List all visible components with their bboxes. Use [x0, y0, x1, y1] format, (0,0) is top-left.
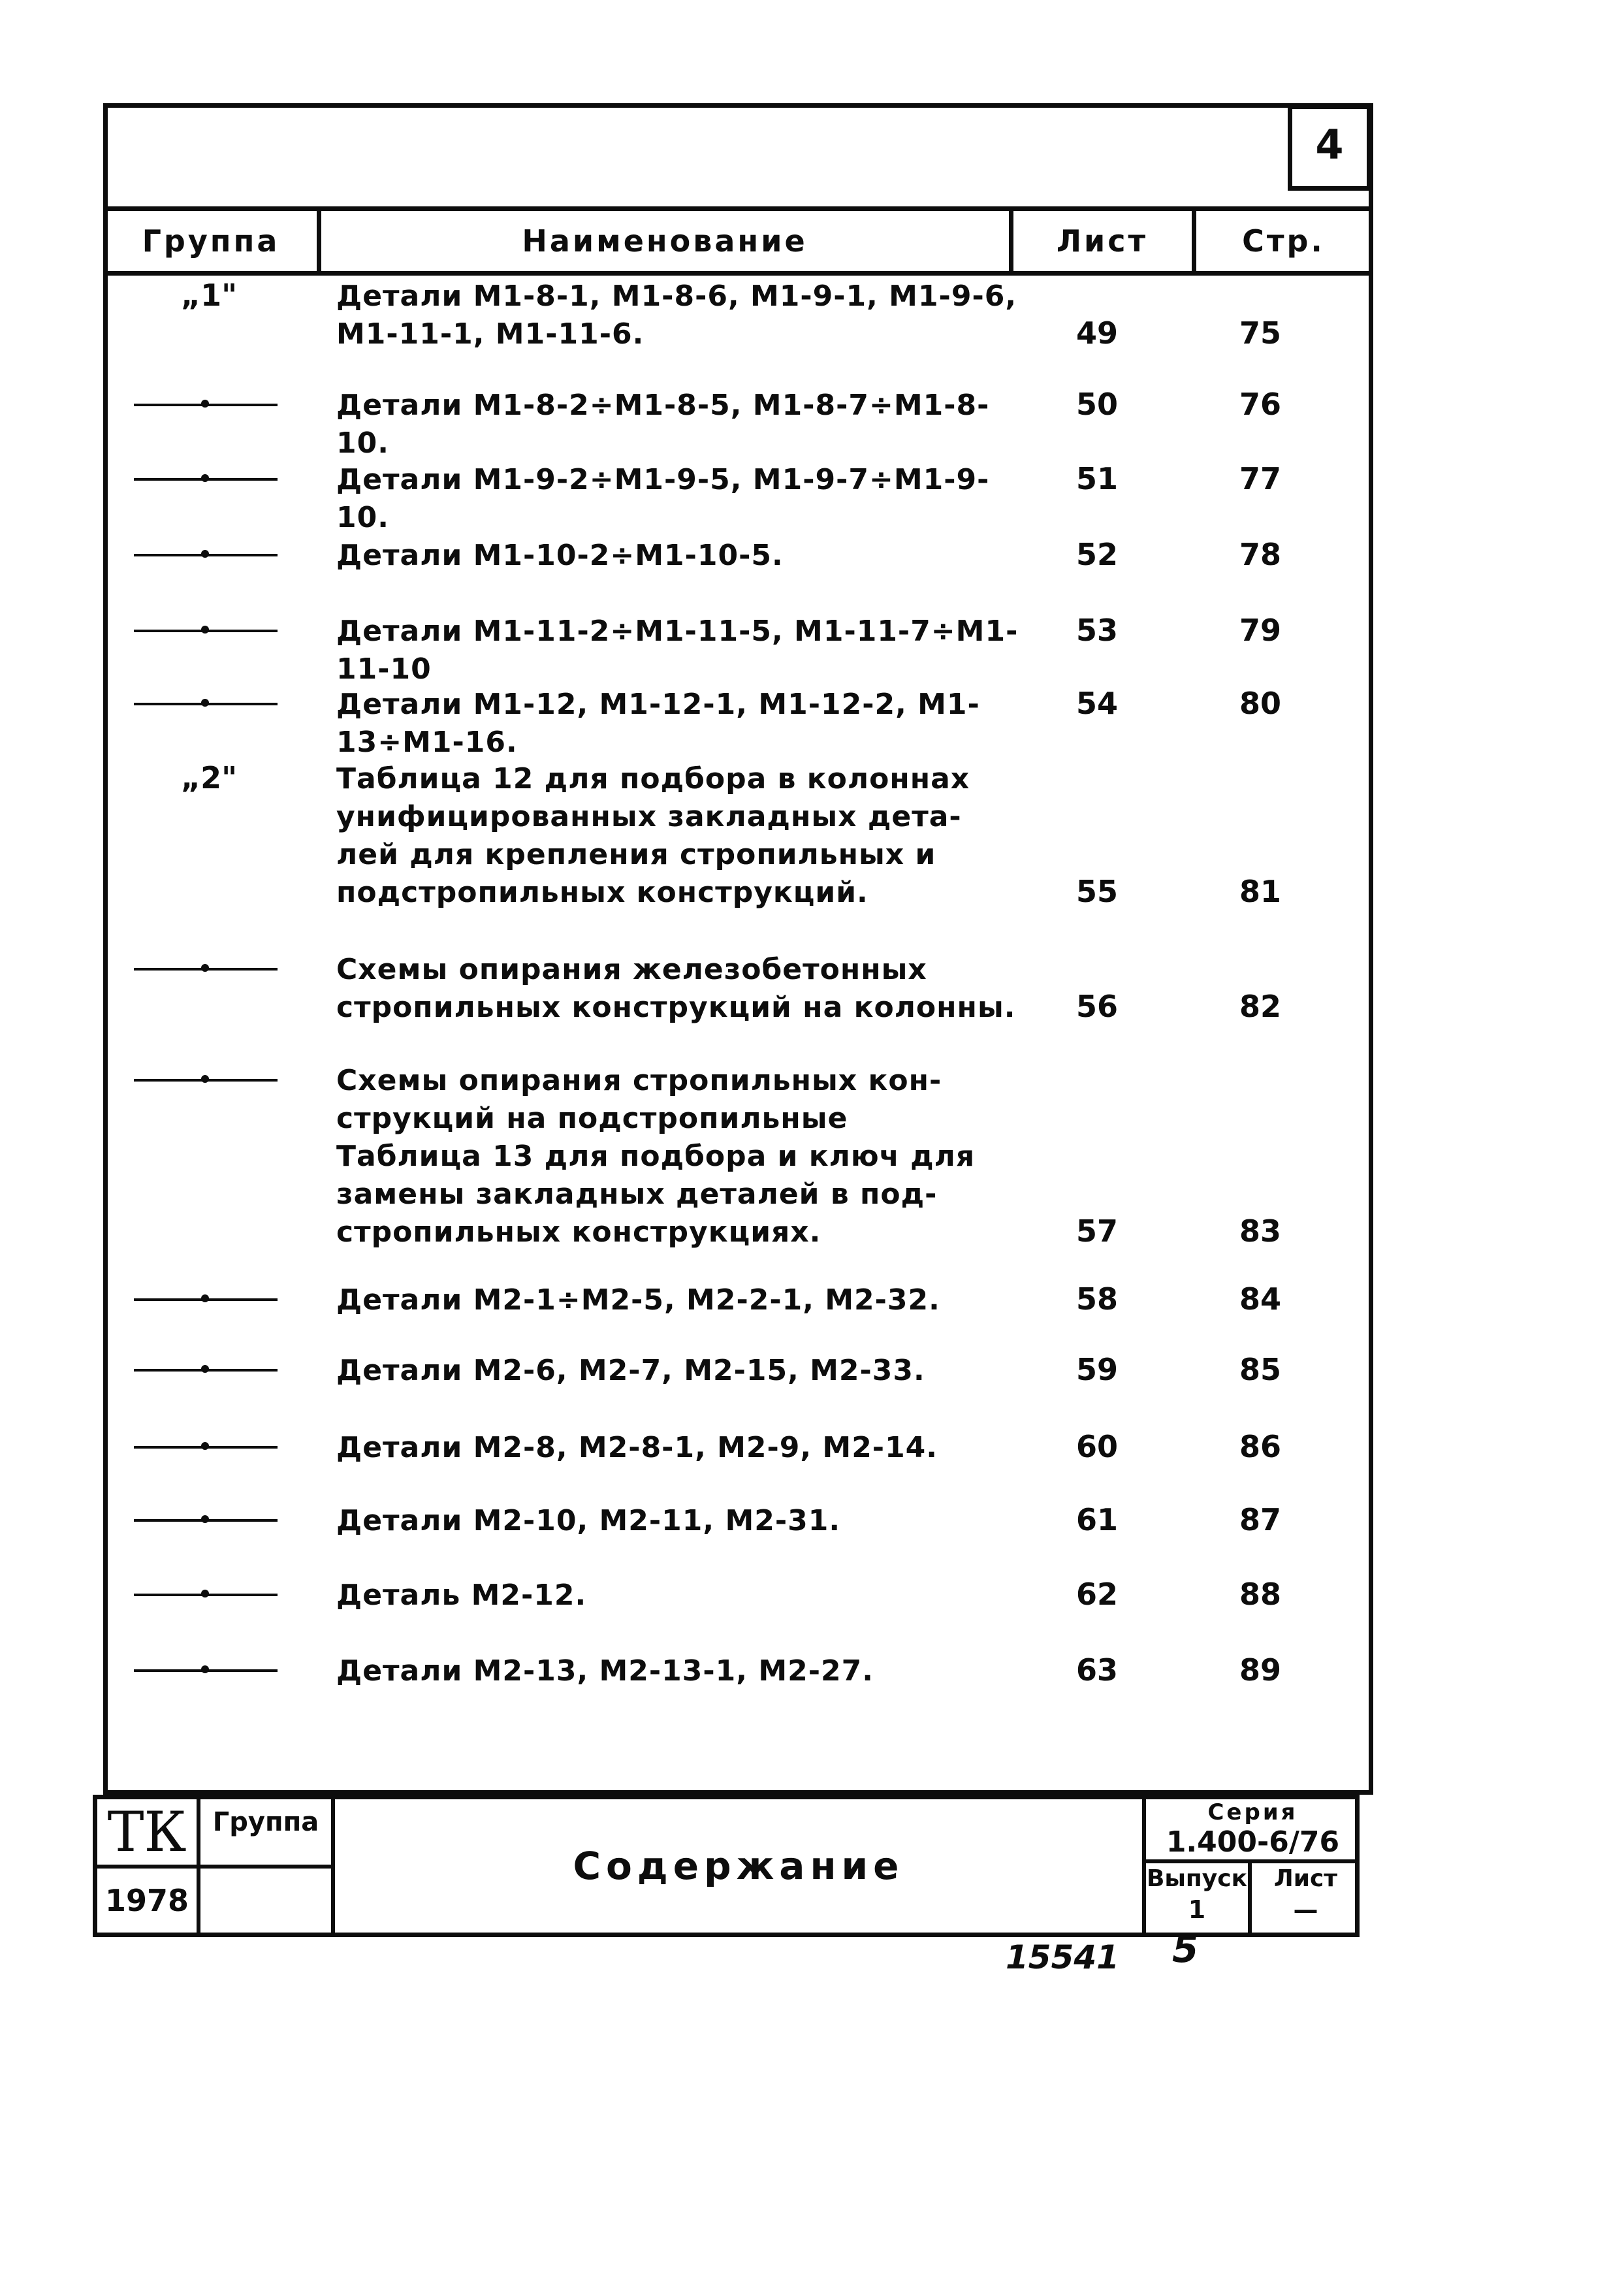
ditto-dot — [201, 1365, 209, 1373]
row-sheet: 51 — [1075, 461, 1118, 496]
header-sheet: Лист — [1011, 206, 1194, 276]
row-sheet: 60 — [1075, 1429, 1118, 1464]
row-sheet: 58 — [1075, 1281, 1118, 1317]
stamp-org: ТК — [107, 1800, 187, 1864]
ditto-dot — [201, 699, 209, 707]
ditto-dot — [201, 1665, 209, 1673]
row-group: „1" — [180, 278, 238, 313]
row-name: Детали М1-9-2÷М1-9-5, М1-9-7÷М1-9-10. — [336, 463, 990, 534]
row-page: 88 — [1239, 1577, 1281, 1612]
stamp-year: 1978 — [104, 1883, 189, 1918]
row-name: Детали М2-10, М2-11, М2-31. — [336, 1504, 841, 1537]
stamp-sheet-value: — — [1293, 1895, 1318, 1924]
row-sheet: 61 — [1075, 1502, 1118, 1537]
ditto-dot — [201, 1294, 209, 1302]
row-page: 83 — [1239, 1213, 1281, 1249]
doc-number: 15541 — [1006, 1938, 1119, 1976]
row-name: Схемы опирания стропильных кон- струкций на подстропильные Таблица 13 для подбора и ключ для замены закладных деталей в под- стропильных конструкциях. — [336, 1064, 976, 1249]
ditto-dot — [201, 550, 209, 558]
row-sheet: 50 — [1075, 387, 1118, 422]
page-number-box: 4 — [1288, 104, 1371, 191]
header-divider — [1009, 206, 1013, 276]
row-sheet: 63 — [1075, 1652, 1118, 1688]
row-name: Детали М1-10-2÷М1-10-5. — [336, 539, 784, 572]
row-name: Детали М2-13, М2-13-1, М2-27. — [336, 1654, 874, 1688]
row-page: 78 — [1239, 537, 1281, 572]
ditto-dot — [201, 474, 209, 482]
header-group: Группа — [103, 206, 319, 276]
ditto-dot — [201, 1442, 209, 1450]
row-name: Деталь М2-12. — [336, 1579, 587, 1612]
row-page: 89 — [1239, 1652, 1281, 1688]
row-page: 80 — [1239, 686, 1281, 721]
row-name: Детали М1-11-2÷М1-11-5, М1-11-7÷М1-11-10 — [336, 615, 1019, 686]
ditto-dot — [201, 400, 209, 408]
stamp-sheet-label: Лист — [1273, 1865, 1338, 1892]
stamp-issue-value: 1 — [1188, 1895, 1206, 1924]
footer-page: 5 — [1172, 1927, 1199, 1971]
stamp-issue-label: Выпуск — [1146, 1865, 1248, 1892]
stamp-group-label: Группа — [212, 1807, 319, 1837]
row-page: 81 — [1239, 874, 1281, 909]
stamp-series-label: Серия — [1207, 1799, 1298, 1825]
row-page: 86 — [1239, 1429, 1281, 1464]
stamp-title: Содержание — [573, 1844, 904, 1888]
ditto-dot — [201, 1515, 209, 1523]
ditto-dot — [201, 964, 209, 972]
row-page: 87 — [1239, 1502, 1281, 1537]
row-page: 76 — [1239, 387, 1281, 422]
row-page: 85 — [1239, 1352, 1281, 1387]
row-sheet: 56 — [1075, 989, 1118, 1024]
row-page: 84 — [1239, 1281, 1281, 1317]
stamp-series-value: 1.400-6/76 — [1166, 1825, 1340, 1859]
row-sheet: 54 — [1075, 686, 1118, 721]
row-sheet: 55 — [1075, 874, 1118, 909]
ditto-dot — [201, 1590, 209, 1597]
row-name: Детали М1-8-2÷М1-8-5, М1-8-7÷М1-8-10. — [336, 389, 990, 460]
row-page: 82 — [1239, 989, 1281, 1024]
ditto-dot — [201, 626, 209, 634]
row-name: Схемы опирания железобетонных стропильных конструкций на колонны. — [336, 953, 1016, 1024]
row-page: 75 — [1239, 315, 1281, 351]
row-name: Детали М1-8-1, М1-8-6, М1-9-1, М1-9-6, М1-11-1, М1-11-6. — [336, 280, 1017, 351]
row-group: „2" — [180, 760, 238, 795]
row-name: Детали М2-8, М2-8-1, М2-9, М2-14. — [336, 1431, 938, 1464]
row-page: 77 — [1239, 461, 1281, 496]
row-sheet: 49 — [1075, 315, 1118, 351]
row-name: Детали М2-1÷М2-5, М2-2-1, М2-32. — [336, 1283, 940, 1317]
header-divider — [317, 206, 321, 276]
header-divider — [1192, 206, 1196, 276]
header-page: Стр. — [1194, 206, 1373, 276]
row-name: Детали М1-12, М1-12-1, М1-12-2, М1-13÷М1-16. — [336, 688, 980, 759]
row-sheet: 62 — [1075, 1577, 1118, 1612]
row-sheet: 53 — [1075, 613, 1118, 648]
ditto-dot — [201, 1075, 209, 1083]
header-name: Наименование — [319, 206, 1011, 276]
row-sheet: 52 — [1075, 537, 1118, 572]
table-frame — [103, 103, 1373, 1795]
row-sheet: 57 — [1075, 1213, 1118, 1249]
title-block — [93, 1795, 1360, 1937]
row-page: 79 — [1239, 613, 1281, 648]
row-name: Детали М2-6, М2-7, М2-15, М2-33. — [336, 1354, 925, 1387]
row-sheet: 59 — [1075, 1352, 1118, 1387]
row-name: Таблица 12 для подбора в колоннах унифицированных закладных дета- лей для крепления стропильных и подстропильных конструкций. — [336, 762, 970, 909]
